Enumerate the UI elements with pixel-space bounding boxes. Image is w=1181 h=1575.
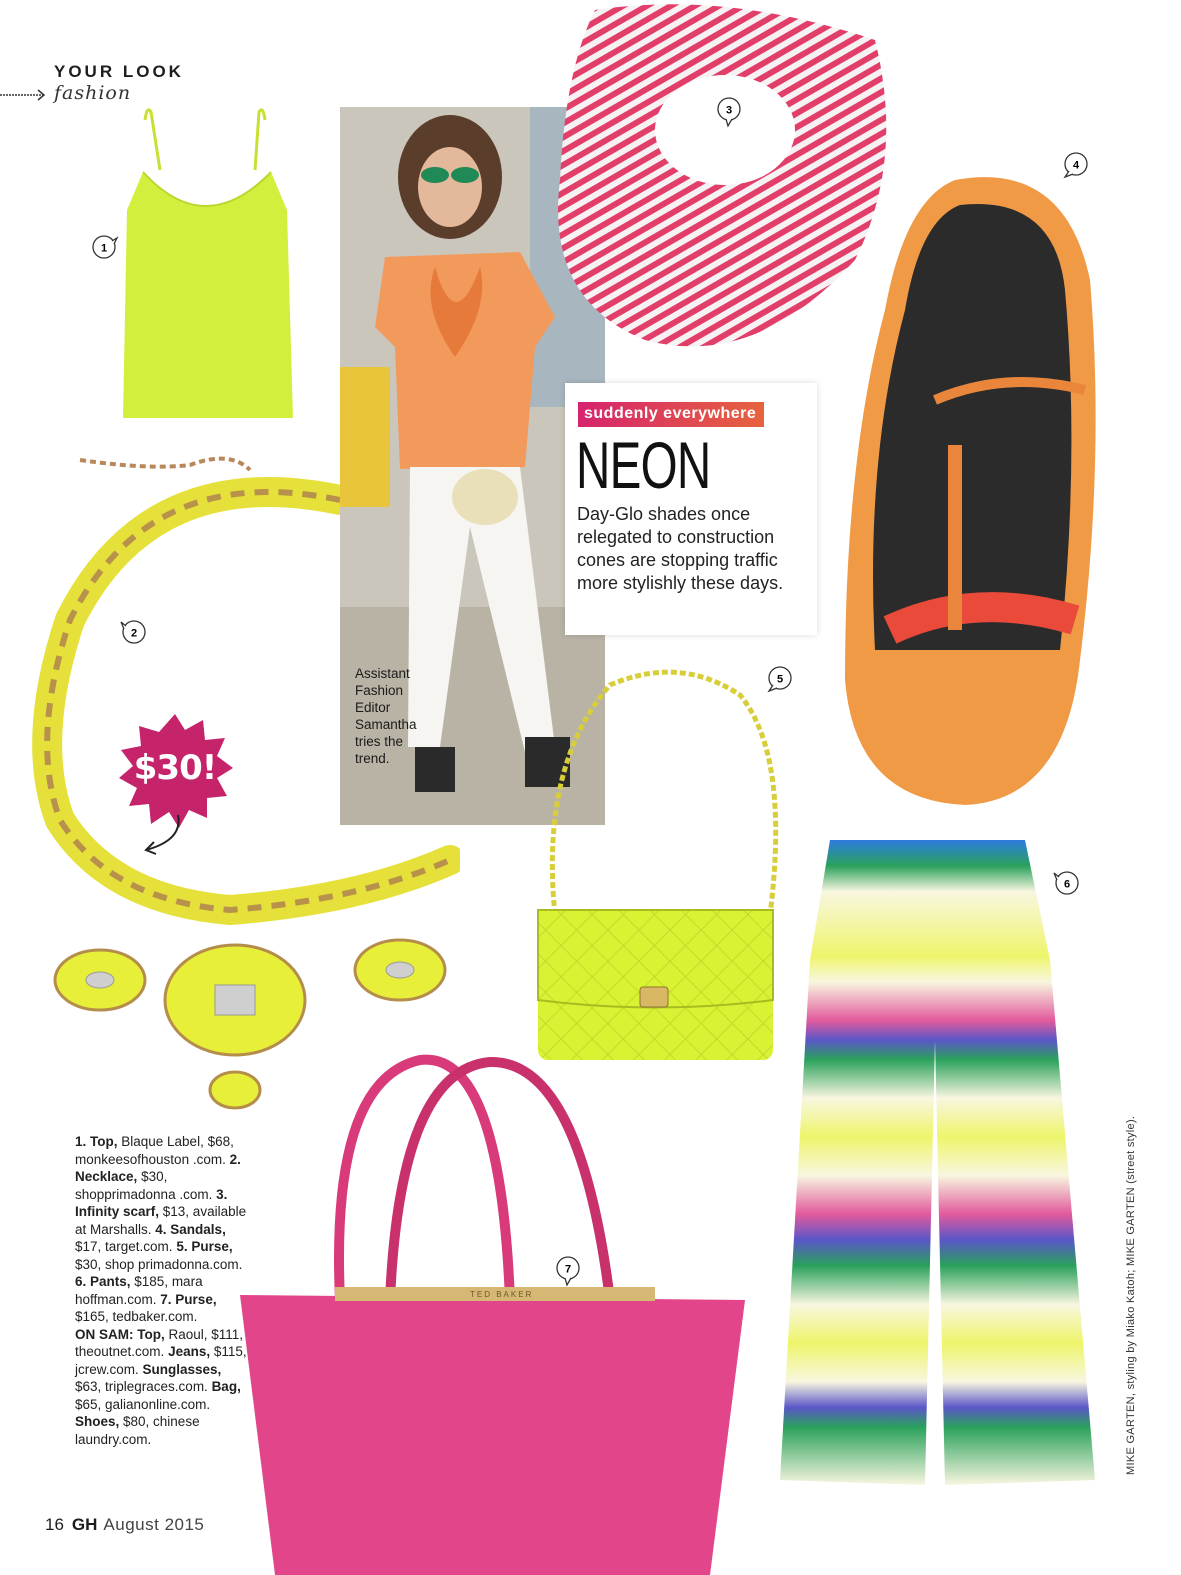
credit-lead: 5. Purse, (176, 1239, 233, 1254)
orange-sandal-image (835, 160, 1125, 810)
credit-detail: $185, mara hoffman.com. (75, 1274, 203, 1307)
credit-detail: $30, shopprimadonna .com. (75, 1169, 217, 1202)
item-number-3 (716, 96, 742, 122)
photo-credit: MIKE GARTEN, styling by Miako Katoh; MIKE GARTEN (street style). (1125, 1115, 1137, 1475)
page-number: 16 (45, 1515, 64, 1534)
svg-text:7: 7 (564, 1263, 572, 1276)
credit-lead: Jeans, (168, 1344, 211, 1359)
credit-detail: Raoul, $111, theoutnet.com. (75, 1326, 244, 1359)
svg-text:5: 5 (776, 673, 784, 686)
credit-detail: $30, shop primadonna.com. (75, 1256, 243, 1272)
svg-text:3: 3 (725, 104, 733, 117)
credit-lead: 4. Sandals, (155, 1221, 226, 1237)
credit-lead: 2. Necklace, (75, 1151, 241, 1184)
pink-tote-image (240, 1050, 750, 1575)
svg-text:4: 4 (1072, 159, 1080, 172)
credit-lead: ON SAM: Top, (75, 1326, 165, 1342)
section-label: YOUR LOOK (54, 62, 184, 81)
item-number-4 (1063, 151, 1089, 177)
kicker-label: suddenly everywhere (578, 402, 764, 427)
credit-detail: $17, target.com. (75, 1239, 177, 1254)
credit-detail: $115, jcrew.com. (75, 1344, 247, 1377)
credit-detail: $63, triplegraces.com. (75, 1379, 212, 1394)
product-credits (75, 1133, 250, 1448)
credit-detail: $80, chinese laundry.com. (75, 1414, 200, 1447)
issue-date: August 2015 (103, 1515, 205, 1534)
magazine-name: GH (71, 1515, 98, 1534)
credit-lead: Shoes, (75, 1414, 120, 1429)
credit-lead: 1. Top, (75, 1134, 118, 1149)
neon-quilted-purse-image (530, 665, 800, 1065)
credit-lead: Bag, (211, 1379, 241, 1394)
credit-lead: Sunglasses, (142, 1361, 222, 1377)
neon-camisole-image (115, 100, 295, 422)
credit-detail: $165, tedbaker.com. (75, 1309, 198, 1324)
credit-detail: Blaque Label, $68, monkeesofhouston .com. (75, 1134, 234, 1167)
bag-brand-label: TED BAKER (470, 1290, 534, 1299)
svg-text:1: 1 (100, 242, 108, 255)
item-number-2 (121, 619, 147, 645)
callout-title: NEON (576, 428, 711, 502)
item-number-1 (91, 234, 117, 260)
arrow-icon (0, 88, 48, 102)
credit-lead: 6. Pants, (75, 1274, 131, 1289)
striped-pants-image (775, 840, 1105, 1490)
callout-dek: Day-Glo shades once relegated to construction cones are stopping traffic more stylishly these days. (577, 504, 784, 593)
credit-lead: 7. Purse, (160, 1291, 217, 1307)
credit-detail: $65, galianonline.com. (75, 1396, 211, 1412)
neon-callout-box (565, 383, 817, 635)
photo-caption: Assistant Fashion Editor Samantha tries the trend. (355, 666, 417, 766)
subsection-label: fashion (54, 82, 132, 104)
item-number-6 (1054, 870, 1080, 896)
svg-text:6: 6 (1063, 878, 1071, 891)
svg-text:2: 2 (130, 627, 138, 640)
credit-detail: $13, available at Marshalls. (75, 1204, 247, 1237)
page-folio (45, 1515, 204, 1535)
credit-lead: 3. Infinity scarf, (75, 1186, 228, 1219)
item-number-5 (767, 665, 793, 691)
curved-arrow-icon (138, 810, 188, 860)
price-badge: $30! (133, 748, 217, 788)
item-number-7 (555, 1255, 581, 1281)
